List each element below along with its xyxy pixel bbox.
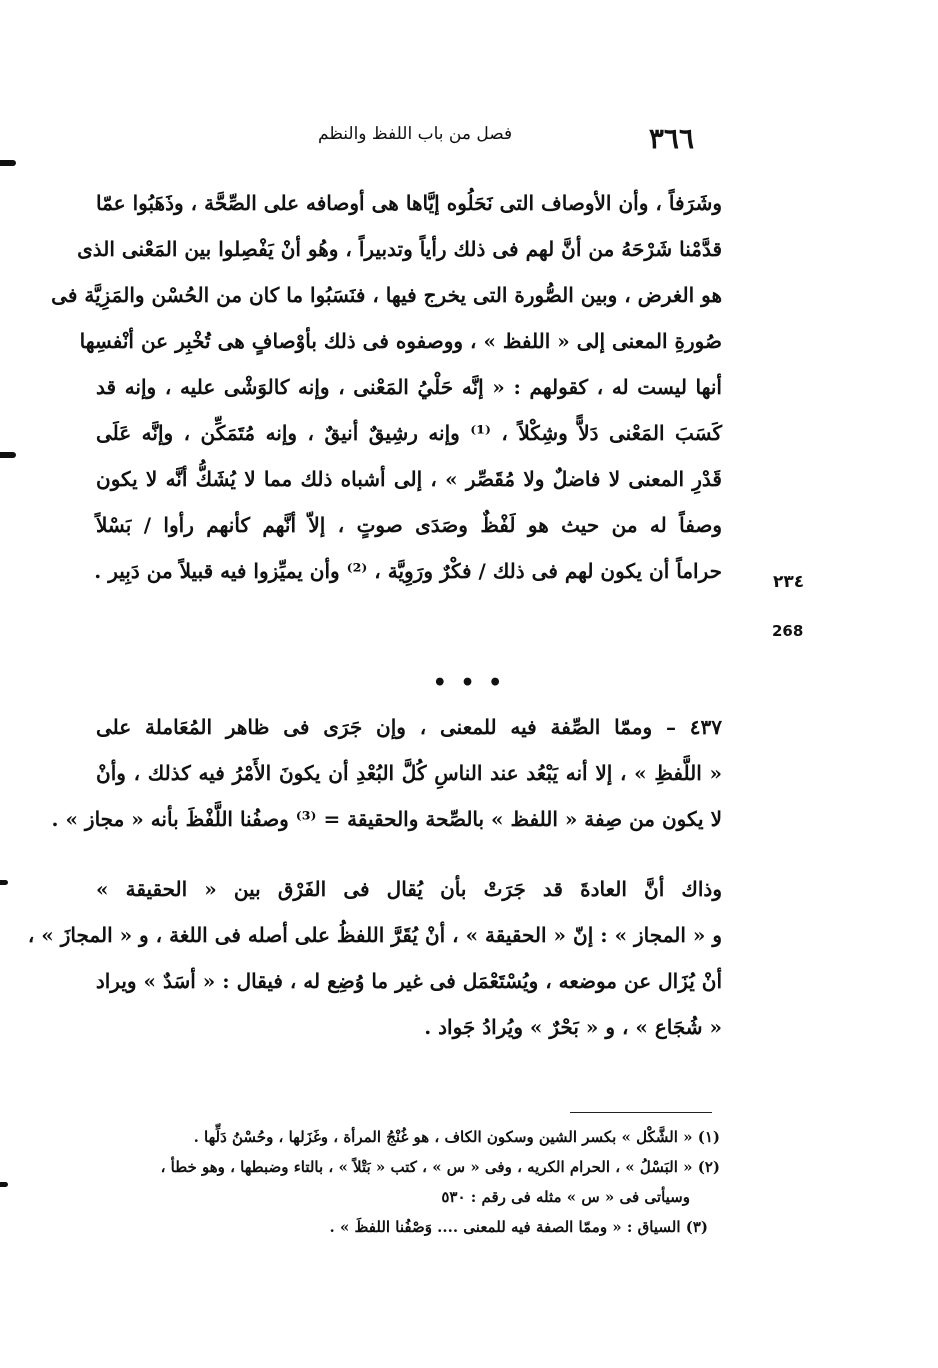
running-title: فصل من باب اللفظ والنظم xyxy=(318,124,513,144)
scan-edge-mark xyxy=(0,880,8,885)
text-line: هو الغرض ، وبين الصُّورة التى يخرج فيها ، فنَسَبُوا ما كان من الحُسْن والمَزِيَّة فى xyxy=(51,283,722,307)
scan-edge-mark xyxy=(0,452,16,458)
text-line: قَدْرِ المعنى لا فاضلٌ ولا مُقَصِّر » ، إلى أشباه ذلك مما لا يُشَكُّ أنَّه لا يكون xyxy=(96,467,722,491)
text-line: لا يكون من صِفة « اللفظ » بالصِّحة والحقيقة = ⁽³⁾ وصفُنا اللَّفْظَ بأنه « مجاز » . xyxy=(51,807,722,831)
text-line: وشَرَفاً ، وأن الأوصاف التى نَحَلُوه إيَّاها هى أوصافه على الصِّحَّة ، وذَهَبُوا عمّا xyxy=(96,191,722,215)
page-header xyxy=(0,116,938,156)
footnote-2-continued: وسيأتى فى « س » مثله فى رقم : ٥٣٠ xyxy=(441,1188,690,1206)
text-line: كَسَبَ المَعْنى دَلاًّ وشِكْلاً ، ⁽¹⁾ وإنه رشِيقٌ أنيقٌ ، وإنه مُتَمَكِّن ، وإنَّه عَلَى xyxy=(96,421,722,445)
text-line: أنْ يُزَال عن موضعه ، ويُسْتَعْمَل فى غير ما وُضِع له ، فيقال : « أسَدٌ » ويراد xyxy=(95,969,722,993)
text-line: أنها ليست له ، كقولهم : « إنَّه حَلْيُ المَعْنى ، وإنه كالوَشْى عليه ، وإنه قد xyxy=(96,375,722,399)
text-line: قدَّمْنا شَرْحَهُ من أنَّ لهم فى ذلك رأياً وتدبيراً ، وهُو أنْ يَفْصِلوا بين المَعْنى الذى xyxy=(77,237,722,261)
paragraph-3 xyxy=(27,866,722,1050)
text-line: و « المجاز » : إنّ « الحقيقة » ، أنْ يُقَرَّ اللفظُ على أصله فى اللغة ، و « المجازَ » ، xyxy=(27,923,722,947)
scan-edge-mark xyxy=(0,160,16,166)
footnote-3: (٣) السياق : « وممّا الصفة فيه للمعنى .... وَصْفُنا اللفظَ » . xyxy=(329,1218,708,1236)
text-line: « اللَّفظِ » ، إلا أنه يَبْعُد عند الناسِ كُلَّ البُعْدِ أن يكونَ الأَمْرُ فيه كذلك ، وأنْ xyxy=(96,761,722,785)
scan-edge-mark xyxy=(0,1182,8,1187)
footnote-2: (٢) « البَسْلُ » ، الحرام الكريه ، وفى « س » ، كتب « بَتْلاً » ، بالتاء وضبطها ، وهو خطأ ، xyxy=(160,1158,720,1176)
text-line: ٤٣٧ – وممّا الصِّفة فيه للمعنى ، وإن جَرَى فى ظاهر المُعَاملة على xyxy=(96,715,722,739)
paragraph-1 xyxy=(51,180,722,594)
margin-reference-arabic: ٢٣٤ xyxy=(773,572,805,592)
footnotes xyxy=(80,1122,720,1242)
margin-reference-page: 268 xyxy=(772,622,804,640)
text-line: صُورةِ المعنى إلى « اللفظ » ، ووصفوه فى ذلك بأوْصافٍ هى تُخْبِر عن أنْفسِها xyxy=(79,329,722,353)
text-line: وذاك أنَّ العادةَ قد جَرَتْ بأن يُقال فى الفَرْق بين « الحقيقة » xyxy=(96,877,722,901)
text-line: وصفاً له من حيث هو لَفْظٌ وصَدَى صوتٍ ، إلاّ أنَّهم كأنهم رأوا / بَسْلاً xyxy=(96,513,722,537)
text-line: حراماً أن يكون لهم فى ذلك / فكْرٌ ورَوِيَّة ، ⁽²⁾ وأن يميِّزوا فيه قبيلاً من دَبِير . xyxy=(94,559,722,583)
section-separator: • • • xyxy=(432,670,506,696)
text-line: « شُجَاع » ، و « بَحْرٌ » ويُرادُ جَواد . xyxy=(424,1015,722,1039)
page-number: ٣٦٦ xyxy=(648,122,694,155)
footnote-1: (١) « الشَّكْل » بكسر الشين وسكون الكاف ، هو غُنْجُ المرأة ، وغَزَلها ، وحُسْنُ دَلِّها . xyxy=(193,1128,720,1146)
footnote-divider xyxy=(570,1112,712,1113)
paragraph-2 xyxy=(51,704,722,842)
